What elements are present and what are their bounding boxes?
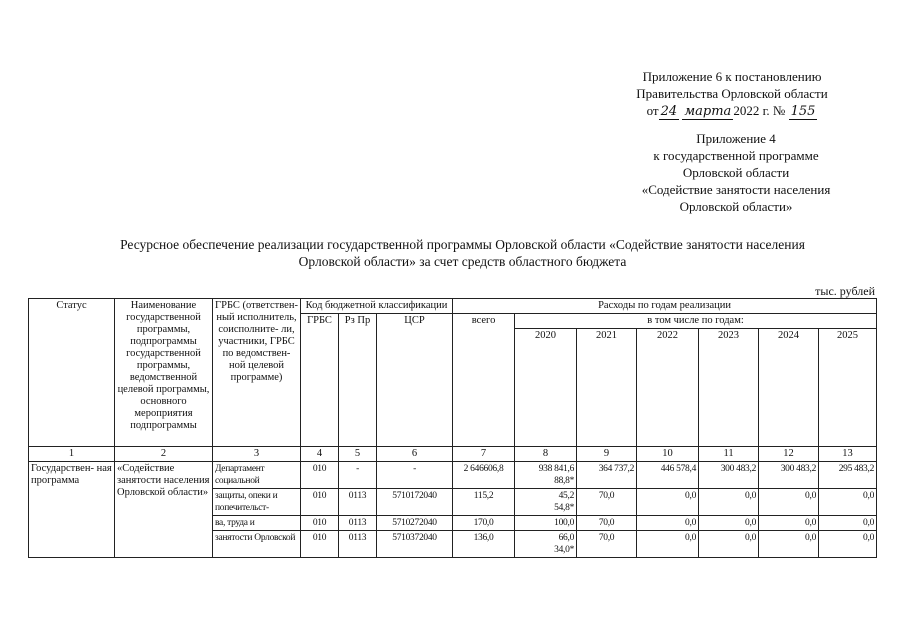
y2021-cell: 364 737,2 xyxy=(577,462,637,489)
y2021-cell: 70,0 xyxy=(577,516,637,531)
appendix4-header xyxy=(620,130,852,215)
appendix6-date-line xyxy=(600,102,864,120)
csr-cell: 5710172040 xyxy=(377,489,453,516)
y2020-extra: 54,8* xyxy=(554,503,575,513)
col-number: 13 xyxy=(819,447,877,462)
table-row xyxy=(29,462,877,489)
col-number: 10 xyxy=(637,447,699,462)
y2023-cell: 0,0 xyxy=(699,531,759,558)
document-title xyxy=(60,236,865,270)
header-code-rzpr: Рз Пр xyxy=(339,314,377,447)
y2020-value: 938 841,6 xyxy=(538,464,575,474)
total-cell: 2 646606,8 xyxy=(453,462,515,489)
grbs-code-cell: 010 xyxy=(301,462,339,489)
header-code-group: Код бюджетной классификации xyxy=(301,299,453,314)
y2021-cell: 70,0 xyxy=(577,489,637,516)
csr-cell: 5710372040 xyxy=(377,531,453,558)
header-total: всего xyxy=(453,314,515,447)
y2024-cell: 300 483,2 xyxy=(759,462,819,489)
rzpr-cell: 0113 xyxy=(339,489,377,516)
y2020-value: 100,0 xyxy=(554,518,575,528)
column-number-row xyxy=(29,447,877,462)
header-incl-years: в том числе по годам: xyxy=(515,314,877,329)
appendix4-line5: Орловской области» xyxy=(679,199,793,214)
header-status: Статус xyxy=(29,299,115,447)
y2021-cell: 70,0 xyxy=(577,531,637,558)
title-line2: Орловской области» за счет средств областного бюджета xyxy=(298,254,627,269)
y2020-cell xyxy=(515,462,577,489)
y2020-extra: 34,0* xyxy=(554,545,575,555)
col-number: 5 xyxy=(339,447,377,462)
y2020-cell xyxy=(515,516,577,531)
appendix4-line1: Приложение 4 xyxy=(696,131,776,146)
header-year-2021: 2021 xyxy=(577,329,637,447)
y2023-cell: 300 483,2 xyxy=(699,462,759,489)
date-year: 2022 г. № xyxy=(733,103,786,118)
y2025-cell: 0,0 xyxy=(819,489,877,516)
handwritten-number: 155 xyxy=(790,104,816,119)
grbs-code-cell: 010 xyxy=(301,531,339,558)
y2024-cell: 0,0 xyxy=(759,489,819,516)
col-number: 1 xyxy=(29,447,115,462)
y2024-cell: 0,0 xyxy=(759,516,819,531)
grbs-code-cell: 010 xyxy=(301,489,339,516)
col-number: 3 xyxy=(213,447,301,462)
grbs-cell: защиты, опеки и попечительст- xyxy=(213,489,301,516)
status-cell: Государствен- ная программа xyxy=(29,462,115,558)
appendix6-line2: Правительства Орловской области xyxy=(636,86,828,101)
y2023-cell: 0,0 xyxy=(699,489,759,516)
header-code-grbs: ГРБС xyxy=(301,314,339,447)
header-grbs: ГРБС (ответствен- ный исполнитель, соисполните- ли, участники, ГРБС по ведомствен- ной целевой программе) xyxy=(213,299,301,447)
appendix4-line2: к государственной программе xyxy=(653,148,819,163)
y2022-cell: 0,0 xyxy=(637,531,699,558)
col-number: 6 xyxy=(377,447,453,462)
y2022-cell: 0,0 xyxy=(637,516,699,531)
y2025-cell: 0,0 xyxy=(819,516,877,531)
grbs-cell: Департамент социальной xyxy=(213,462,301,489)
total-cell: 170,0 xyxy=(453,516,515,531)
csr-cell: - xyxy=(377,462,453,489)
rzpr-cell: - xyxy=(339,462,377,489)
name-cell: «Содействие занятости населения Орловской области» xyxy=(115,462,213,558)
col-number: 2 xyxy=(115,447,213,462)
y2024-cell: 0,0 xyxy=(759,531,819,558)
y2025-cell: 0,0 xyxy=(819,531,877,558)
y2022-cell: 0,0 xyxy=(637,489,699,516)
y2020-value: 66,0 xyxy=(558,533,575,543)
y2023-cell: 0,0 xyxy=(699,516,759,531)
y2020-extra: 88,8* xyxy=(554,476,575,486)
col-number: 4 xyxy=(301,447,339,462)
total-cell: 115,2 xyxy=(453,489,515,516)
y2020-cell xyxy=(515,531,577,558)
header-year-2020: 2020 xyxy=(515,329,577,447)
units-label: тыс. рублей xyxy=(815,284,875,298)
header-year-2024: 2024 xyxy=(759,329,819,447)
header-year-2025: 2025 xyxy=(819,329,877,447)
resource-table xyxy=(28,298,877,558)
appendix6-header xyxy=(600,68,864,120)
appendix4-line4: «Содействие занятости населения xyxy=(641,182,831,197)
appendix4-line3: Орловской области xyxy=(682,165,790,180)
grbs-cell: занятости Орловской xyxy=(213,531,301,558)
header-expenses-group: Расходы по годам реализации xyxy=(453,299,877,314)
col-number: 12 xyxy=(759,447,819,462)
handwritten-day: 24 xyxy=(660,104,678,119)
header-row-1 xyxy=(29,299,877,314)
header-code-csr: ЦСР xyxy=(377,314,453,447)
rzpr-cell: 0113 xyxy=(339,516,377,531)
appendix6-line1: Приложение 6 к постановлению xyxy=(642,69,822,84)
grbs-code-cell: 010 xyxy=(301,516,339,531)
date-prefix: от xyxy=(646,103,659,118)
handwritten-month: марта xyxy=(684,104,732,119)
y2020-cell xyxy=(515,489,577,516)
header-year-2022: 2022 xyxy=(637,329,699,447)
col-number: 9 xyxy=(577,447,637,462)
header-year-2023: 2023 xyxy=(699,329,759,447)
col-number: 7 xyxy=(453,447,515,462)
col-number: 11 xyxy=(699,447,759,462)
total-cell: 136,0 xyxy=(453,531,515,558)
y2025-cell: 295 483,2 xyxy=(819,462,877,489)
header-name: Наименование государственной программы, подпрограммы государственной программы, ведомственной целевой программы, основного мероприятия подпрограммы xyxy=(115,299,213,447)
title-line1: Ресурсное обеспечение реализации государственной программы Орловской области «Содействие занятости населения xyxy=(120,237,805,252)
y2020-value: 45,2 xyxy=(558,491,575,501)
col-number: 8 xyxy=(515,447,577,462)
csr-cell: 5710272040 xyxy=(377,516,453,531)
grbs-cell: ва, труда и xyxy=(213,516,301,531)
rzpr-cell: 0113 xyxy=(339,531,377,558)
y2022-cell: 446 578,4 xyxy=(637,462,699,489)
